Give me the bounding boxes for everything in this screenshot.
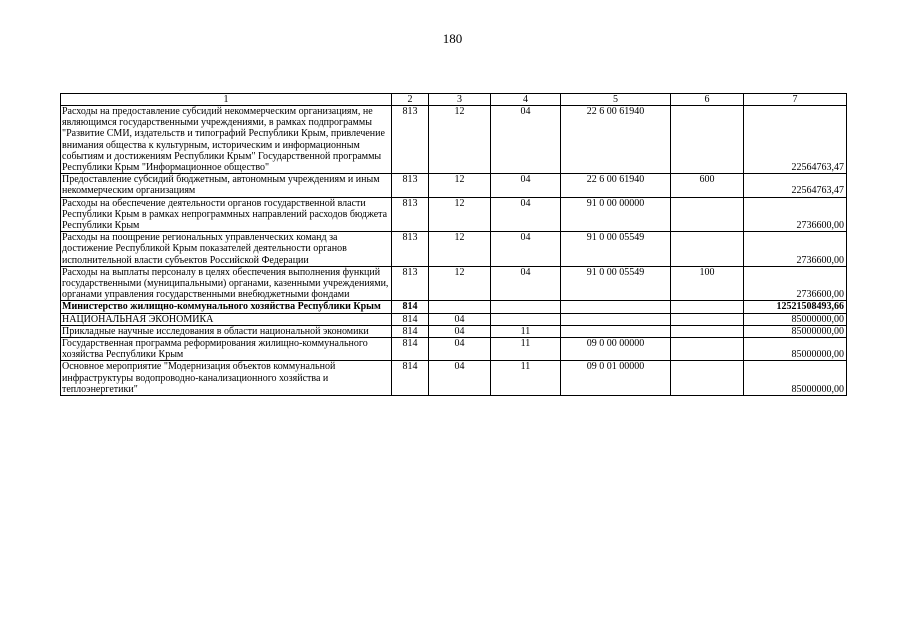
table-row bbox=[61, 197, 847, 232]
row-target-article-cell: 22 6 00 61940 bbox=[561, 174, 671, 197]
row-subsection-cell: 04 bbox=[491, 232, 561, 267]
table-row bbox=[61, 301, 847, 313]
table-row bbox=[61, 325, 847, 337]
column-header: 5 bbox=[561, 94, 671, 106]
row-name-cell: Прикладные научные исследования в области национальной экономики bbox=[61, 325, 392, 337]
row-section-cell: 12 bbox=[429, 174, 491, 197]
row-section-cell: 12 bbox=[429, 232, 491, 267]
budget-table bbox=[60, 93, 847, 396]
column-header: 3 bbox=[429, 94, 491, 106]
row-amount-cell: 85000000,00 bbox=[744, 325, 847, 337]
row-section-cell: 04 bbox=[429, 361, 491, 396]
row-admin-code-cell: 814 bbox=[392, 338, 429, 361]
row-amount-cell: 22564763,47 bbox=[744, 106, 847, 174]
row-admin-code-cell: 813 bbox=[392, 174, 429, 197]
row-subsection-cell: 11 bbox=[491, 338, 561, 361]
row-target-article-cell: 91 0 00 00000 bbox=[561, 197, 671, 232]
row-expense-type-cell: 600 bbox=[671, 174, 744, 197]
row-expense-type-cell bbox=[671, 313, 744, 325]
table-row bbox=[61, 232, 847, 267]
row-name-cell: Министерство жилищно-коммунального хозяйства Республики Крым bbox=[61, 301, 392, 313]
row-section-cell: 12 bbox=[429, 197, 491, 232]
row-admin-code-cell: 813 bbox=[392, 266, 429, 301]
table-row bbox=[61, 361, 847, 396]
row-expense-type-cell bbox=[671, 106, 744, 174]
row-expense-type-cell bbox=[671, 325, 744, 337]
row-admin-code-cell: 814 bbox=[392, 301, 429, 313]
row-name-cell: Расходы на предоставление субсидий некоммерческим организациям, не являющимся государственными учреждениями, в рамках подпрограммы "Развитие СМИ, издательств и типографий Республики Крым, привлечение внимания общества к культурным, историческим и информационным событиям и достижениям Республики Крым" Государственной программы Республики Крым "Информационное общество" bbox=[61, 106, 392, 174]
row-name-cell: Расходы на поощрение региональных управленческих команд за достижение Республикой Крым показателей деятельности органов исполнительной власти субъектов Российской Федерации bbox=[61, 232, 392, 267]
row-admin-code-cell: 813 bbox=[392, 106, 429, 174]
row-section-cell: 12 bbox=[429, 266, 491, 301]
row-admin-code-cell: 813 bbox=[392, 232, 429, 267]
column-header: 4 bbox=[491, 94, 561, 106]
column-header: 6 bbox=[671, 94, 744, 106]
column-header: 7 bbox=[744, 94, 847, 106]
row-subsection-cell: 11 bbox=[491, 325, 561, 337]
header-row bbox=[61, 94, 847, 106]
row-admin-code-cell: 813 bbox=[392, 197, 429, 232]
row-target-article-cell: 91 0 00 05549 bbox=[561, 266, 671, 301]
row-section-cell: 04 bbox=[429, 325, 491, 337]
row-subsection-cell: 04 bbox=[491, 197, 561, 232]
row-target-article-cell: 22 6 00 61940 bbox=[561, 106, 671, 174]
row-target-article-cell bbox=[561, 301, 671, 313]
column-header: 2 bbox=[392, 94, 429, 106]
row-admin-code-cell: 814 bbox=[392, 325, 429, 337]
row-amount-cell: 12521508493,66 bbox=[744, 301, 847, 313]
row-expense-type-cell: 100 bbox=[671, 266, 744, 301]
row-subsection-cell: 04 bbox=[491, 106, 561, 174]
row-target-article-cell: 91 0 00 05549 bbox=[561, 232, 671, 267]
row-name-cell: Предоставление субсидий бюджетным, автономным учреждениям и иным некоммерческим организациям bbox=[61, 174, 392, 197]
row-section-cell: 04 bbox=[429, 338, 491, 361]
row-name-cell: Основное мероприятие "Модернизация объектов коммунальной инфраструктуры водопроводно-канализационного хозяйства и теплоэнергетики" bbox=[61, 361, 392, 396]
row-amount-cell: 2736600,00 bbox=[744, 232, 847, 267]
row-section-cell bbox=[429, 301, 491, 313]
row-section-cell: 12 bbox=[429, 106, 491, 174]
row-admin-code-cell: 814 bbox=[392, 313, 429, 325]
row-subsection-cell: 04 bbox=[491, 174, 561, 197]
row-subsection-cell bbox=[491, 301, 561, 313]
row-amount-cell: 85000000,00 bbox=[744, 313, 847, 325]
row-expense-type-cell bbox=[671, 338, 744, 361]
row-admin-code-cell: 814 bbox=[392, 361, 429, 396]
row-expense-type-cell bbox=[671, 361, 744, 396]
row-subsection-cell: 11 bbox=[491, 361, 561, 396]
row-target-article-cell bbox=[561, 313, 671, 325]
table-row bbox=[61, 266, 847, 301]
row-target-article-cell: 09 0 00 00000 bbox=[561, 338, 671, 361]
row-expense-type-cell bbox=[671, 232, 744, 267]
row-amount-cell: 22564763,47 bbox=[744, 174, 847, 197]
table-row bbox=[61, 338, 847, 361]
row-expense-type-cell bbox=[671, 301, 744, 313]
row-target-article-cell bbox=[561, 325, 671, 337]
page-number: 180 bbox=[442, 31, 463, 46]
row-name-cell: Государственная программа реформирования жилищно-коммунального хозяйства Республики Крым bbox=[61, 338, 392, 361]
row-name-cell: Расходы на выплаты персоналу в целях обеспечения выполнения функций государственными (муниципальными) органами, казенными учреждениями, органами управления государственными внебюджетными фондами bbox=[61, 266, 392, 301]
row-subsection-cell bbox=[491, 313, 561, 325]
row-amount-cell: 2736600,00 bbox=[744, 266, 847, 301]
row-name-cell: Расходы на обеспечение деятельности органов государственной власти Республики Крым в рамках непрограммных направлений расходов бюджета Республики Крым bbox=[61, 197, 392, 232]
table-body bbox=[61, 106, 847, 396]
table-row bbox=[61, 106, 847, 174]
row-amount-cell: 85000000,00 bbox=[744, 338, 847, 361]
row-amount-cell: 2736600,00 bbox=[744, 197, 847, 232]
row-target-article-cell: 09 0 01 00000 bbox=[561, 361, 671, 396]
row-section-cell: 04 bbox=[429, 313, 491, 325]
table-row bbox=[61, 313, 847, 325]
row-subsection-cell: 04 bbox=[491, 266, 561, 301]
row-expense-type-cell bbox=[671, 197, 744, 232]
row-amount-cell: 85000000,00 bbox=[744, 361, 847, 396]
column-header: 1 bbox=[61, 94, 392, 106]
row-name-cell: НАЦИОНАЛЬНАЯ ЭКОНОМИКА bbox=[61, 313, 392, 325]
table-row bbox=[61, 174, 847, 197]
